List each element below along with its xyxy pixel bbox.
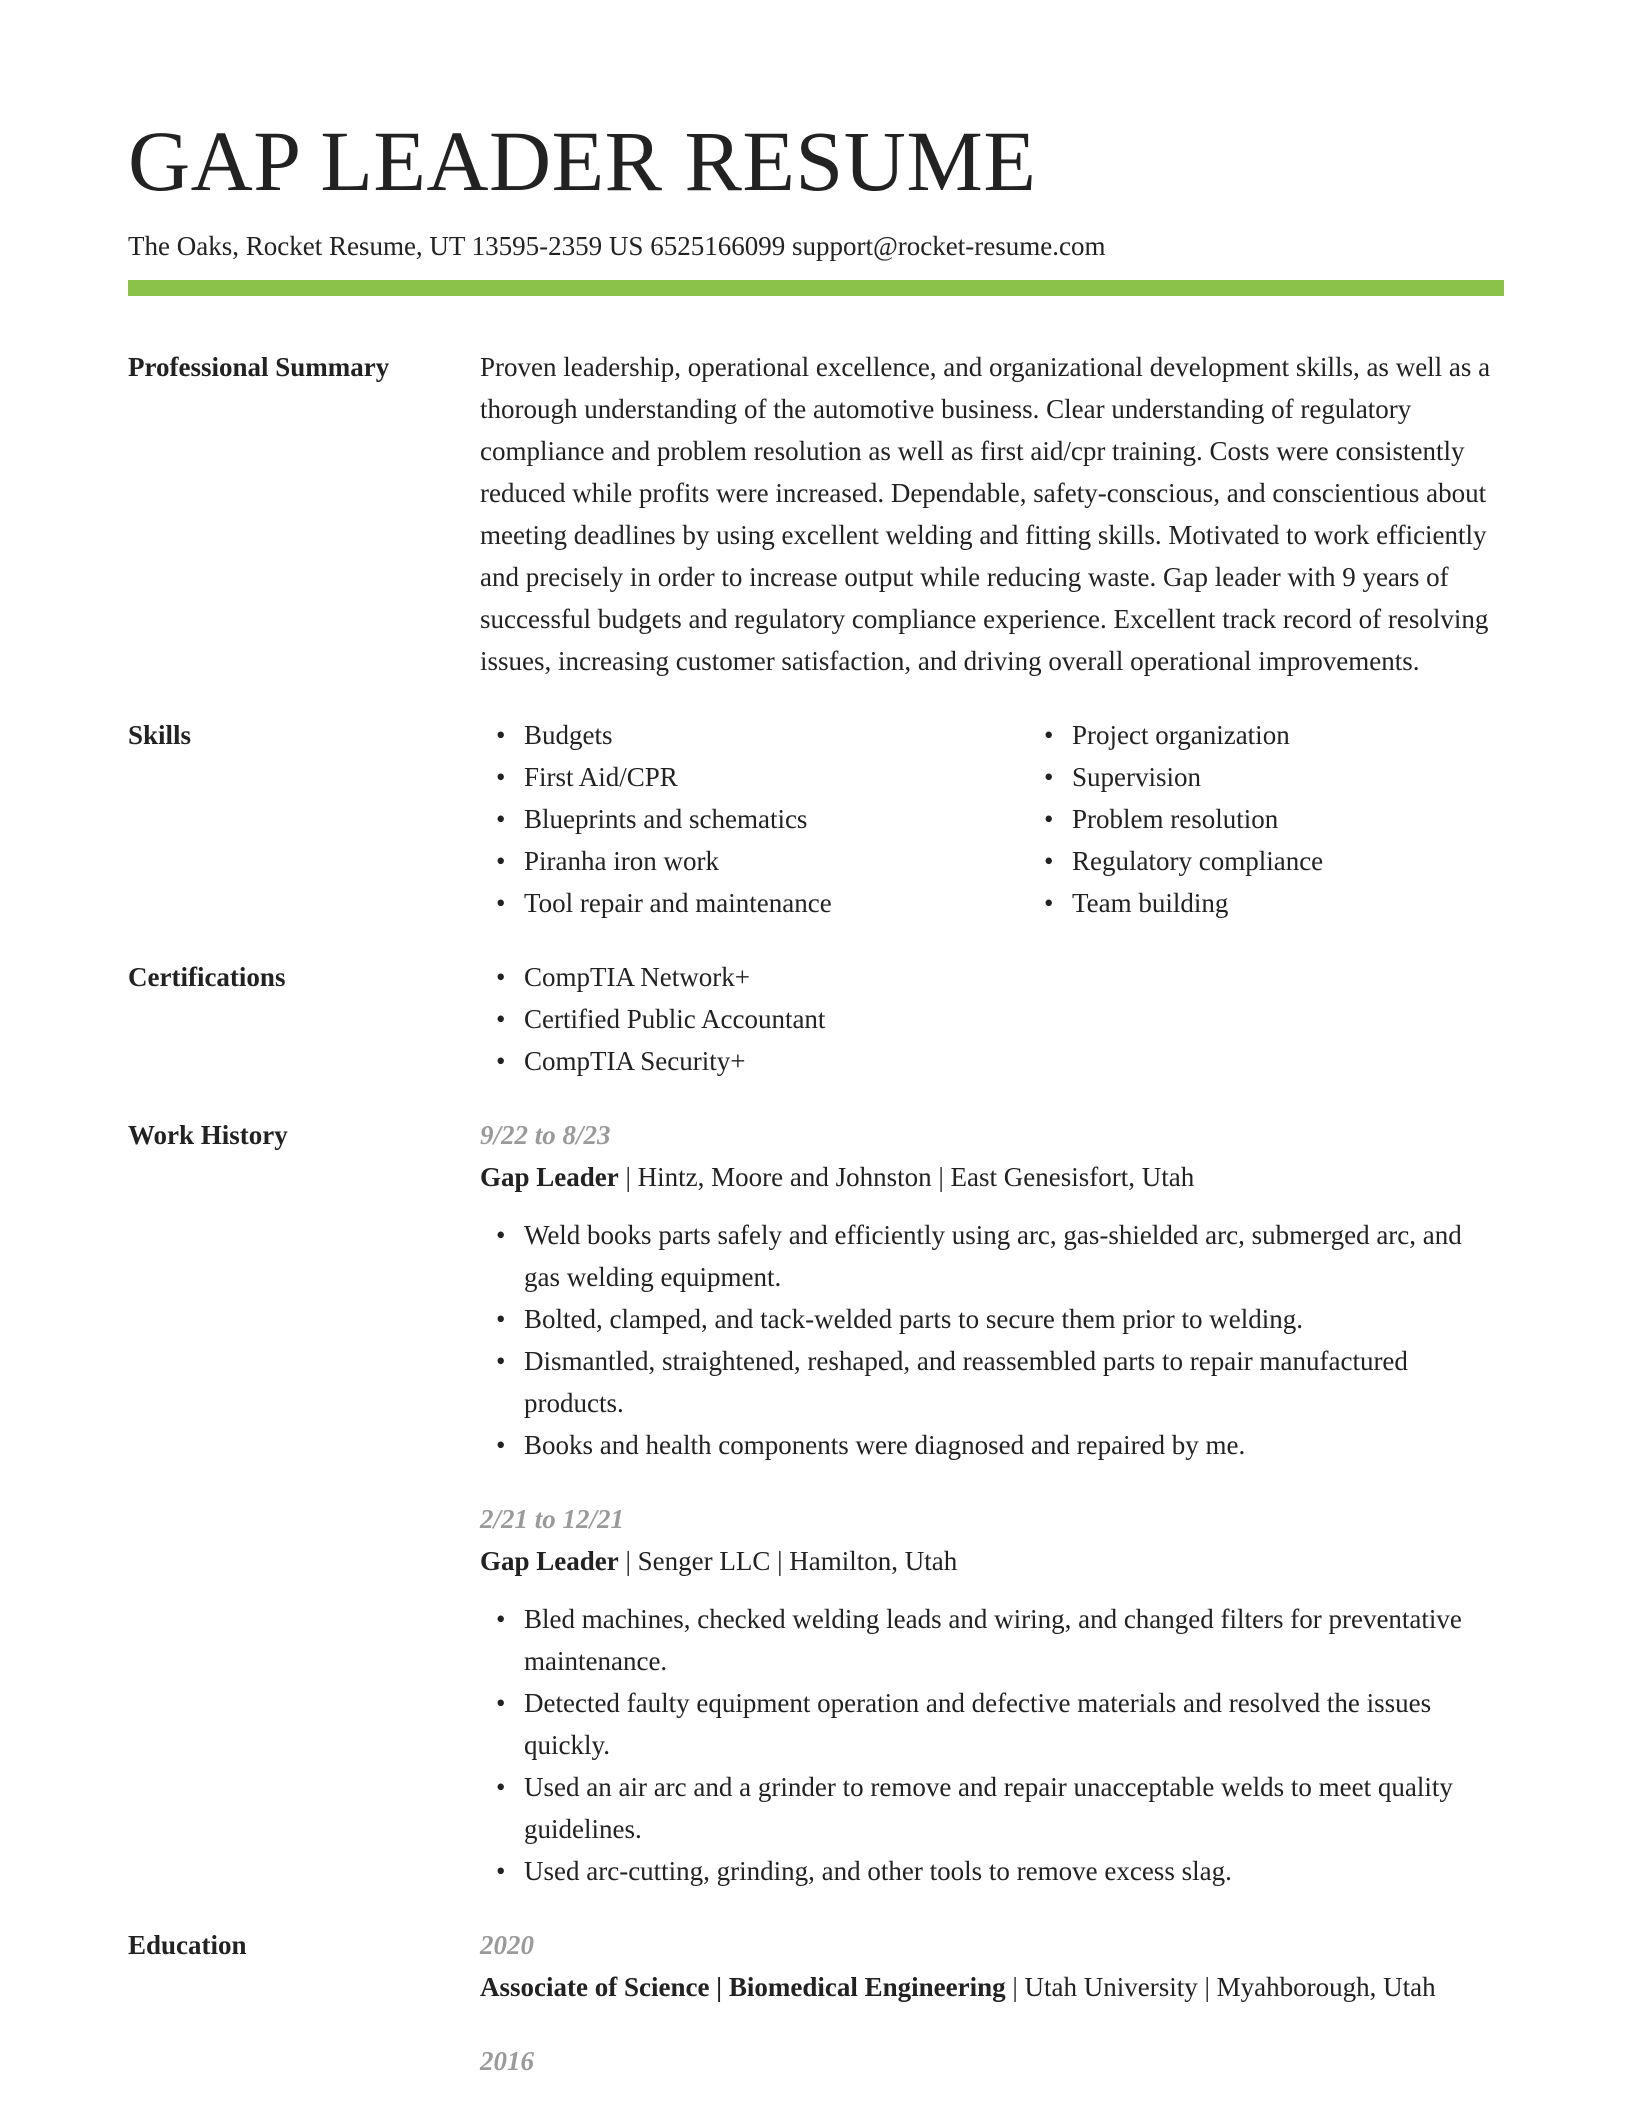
job-title: Gap Leader: [480, 1546, 619, 1577]
certification-item: • Certified Public Accountant: [524, 998, 1504, 1040]
job-dates: 2/21 to 12/21: [480, 1504, 625, 1535]
job-bullet-item: • Detected faulty equipment operation and defective materials and resolved the issues quickly.: [524, 1682, 1504, 1766]
section-label-work-history: Work History: [128, 1120, 288, 1151]
job-bullet-item: • Weld books parts safely and efficiently using arc, gas-shielded arc, submerged arc, and gas welding equipment.: [524, 1214, 1504, 1298]
education-year: 2016: [480, 2046, 534, 2077]
education-degree: Associate of Science | Biomedical Engineering: [480, 1972, 1006, 2003]
section-label-summary: Professional Summary: [128, 352, 390, 383]
bullet-icon: •: [496, 1220, 506, 1251]
skill-item: • First Aid/CPR: [524, 756, 1028, 798]
resume-title: GAP LEADER RESUME: [128, 113, 1037, 209]
bullet-icon: •: [496, 1772, 506, 1803]
job-bullet-item: • Bolted, clamped, and tack-welded parts to secure them prior to welding.: [524, 1298, 1504, 1340]
education-details: | Utah University | Myahborough, Utah: [1005, 1972, 1436, 2003]
job-bullet-item: • Dismantled, straightened, reshaped, and reassembled parts to repair manufactured products.: [524, 1340, 1504, 1424]
bullet-icon: •: [496, 1856, 506, 1887]
bullet-icon: •: [1044, 804, 1054, 835]
bullet-icon: •: [496, 804, 506, 835]
section-label-education: Education: [128, 1930, 247, 1961]
certifications-list: [480, 956, 1504, 1082]
bullet-icon: •: [496, 962, 506, 993]
education-entry: [480, 1924, 1504, 2008]
header-accent-rule: [128, 280, 1504, 296]
bullet-icon: •: [1044, 762, 1054, 793]
job-bullets: [480, 1598, 1504, 1892]
certification-item: • CompTIA Security+: [524, 1040, 1504, 1082]
education-heading: [480, 1966, 1504, 2008]
summary-section: [128, 346, 1504, 682]
certification-item: • CompTIA Network+: [524, 956, 1504, 998]
bullet-icon: •: [1044, 846, 1054, 877]
section-label-certifications: Certifications: [128, 962, 286, 993]
skill-item: • Tool repair and maintenance: [524, 882, 1028, 924]
job-entry: [480, 1114, 1504, 1466]
job-bullet-item: • Books and health components were diagnosed and repaired by me.: [524, 1424, 1504, 1466]
job-details: | Hintz, Moore and Johnston | East Genesisfort, Utah: [618, 1162, 1195, 1193]
bullet-icon: •: [496, 1604, 506, 1635]
job-bullets: [480, 1214, 1504, 1466]
skill-item: • Regulatory compliance: [1072, 840, 1576, 882]
job-bullet-item: • Used an air arc and a grinder to remove and repair unacceptable welds to meet quality guidelines.: [524, 1766, 1504, 1850]
certifications-section: [128, 956, 1504, 1082]
bullet-icon: •: [1044, 720, 1054, 751]
section-label-skills: Skills: [128, 720, 192, 751]
skill-item: • Budgets: [524, 714, 1028, 756]
job-title: Gap Leader: [480, 1162, 619, 1193]
education-year: 2020: [480, 1930, 534, 1961]
skill-item: • Piranha iron work: [524, 840, 1028, 882]
bullet-icon: •: [496, 1430, 506, 1461]
bullet-icon: •: [1044, 888, 1054, 919]
bullet-icon: •: [496, 1688, 506, 1719]
job-details: | Senger LLC | Hamilton, Utah: [618, 1546, 958, 1577]
job-bullet-item: • Bled machines, checked welding leads and wiring, and changed filters for preventative maintenance.: [524, 1598, 1504, 1682]
bullet-icon: •: [496, 1304, 506, 1335]
skills-list-right: [1028, 714, 1576, 924]
job-heading: [480, 1540, 1504, 1582]
skills-columns: [480, 714, 1504, 924]
bullet-icon: •: [496, 1046, 506, 1077]
summary-text: Proven leadership, operational excellence, and organizational development skills, as well as a thorough understanding of the automotive business. Clear understanding of regulatory compliance and problem resolution as well as first aid/cpr training. Costs were consistently reduced while profits were increased. Dependable, safety-conscious, and conscientious about meeting deadlines by using excellent welding and fitting skills. Motivated to work efficiently and precisely in order to increase output while reducing waste. Gap leader with 9 years of successful budgets and regulatory compliance experience. Excellent track record of resolving issues, increasing customer satisfaction, and driving overall operational improvements.: [480, 352, 1491, 677]
job-entry: [480, 1498, 1504, 1892]
skill-item: • Problem resolution: [1072, 798, 1576, 840]
resume-page: [128, 113, 1504, 2082]
job-dates: 9/22 to 8/23: [480, 1120, 611, 1151]
skill-item: • Team building: [1072, 882, 1576, 924]
job-bullet-item: • Used arc-cutting, grinding, and other tools to remove excess slag.: [524, 1850, 1504, 1892]
work-history-section: [128, 1114, 1504, 1892]
skills-section: [128, 714, 1504, 924]
skill-item: • Project organization: [1072, 714, 1576, 756]
skill-item: • Blueprints and schematics: [524, 798, 1028, 840]
skill-item: • Supervision: [1072, 756, 1576, 798]
bullet-icon: •: [496, 1346, 506, 1377]
job-heading: [480, 1156, 1504, 1198]
bullet-icon: •: [496, 1004, 506, 1035]
bullet-icon: •: [496, 762, 506, 793]
skills-list-left: [480, 714, 1028, 924]
education-entry: [480, 2040, 1504, 2082]
bullet-icon: •: [496, 846, 506, 877]
bullet-icon: •: [496, 720, 506, 751]
education-section: [128, 1924, 1504, 2082]
bullet-icon: •: [496, 888, 506, 919]
contact-line: The Oaks, Rocket Resume, UT 13595-2359 US 6525166099 support@rocket-resume.com: [128, 231, 1106, 261]
